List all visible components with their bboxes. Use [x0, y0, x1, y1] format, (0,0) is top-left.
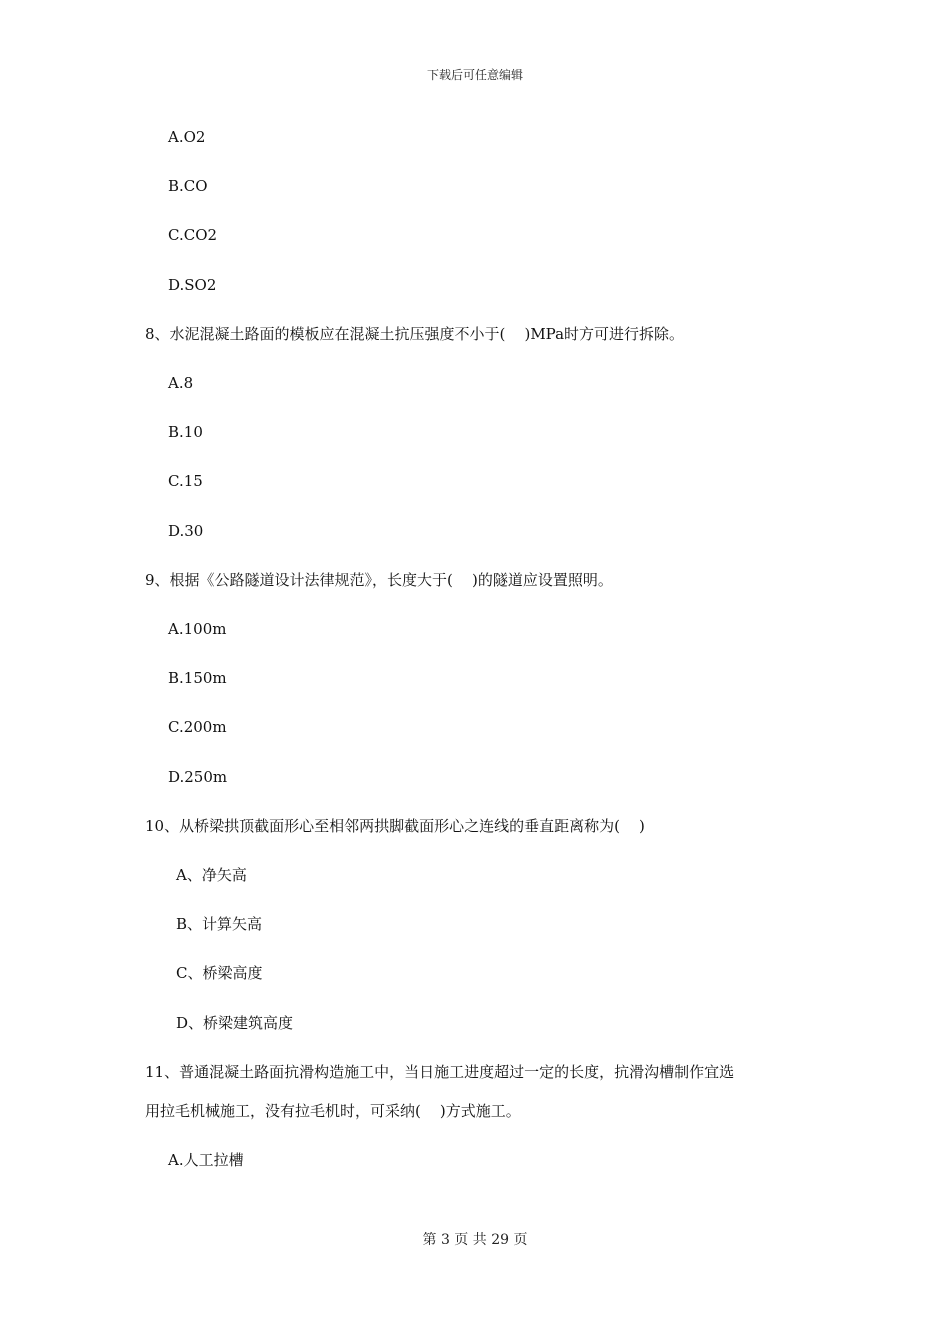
option-line: C.15	[168, 472, 203, 490]
option-line: D.SO2	[168, 276, 217, 294]
option-line: A.O2	[168, 128, 206, 146]
option-line: D.250m	[168, 768, 228, 786]
question-10: 10、从桥梁拱顶截面形心至相邻两拱脚截面形心之连线的垂直距离称为( )	[145, 817, 645, 835]
option-line: A.8	[168, 374, 194, 392]
question-11: 11、普通混凝土路面抗滑构造施工中，当日施工进度超过一定的长度，抗滑沟槽制作宜选	[145, 1063, 735, 1081]
page-footer: 第 3 页 共 29 页	[422, 1232, 528, 1248]
question-9: 9、根据《公路隧道设计法律规范》，长度大于( )的隧道应设置照明。	[145, 571, 613, 589]
option-line: B.CO	[168, 177, 208, 195]
option-line: A.100m	[168, 620, 227, 638]
question-11-continued: 用拉毛机械施工，没有拉毛机时，可采纳( )方式施工。	[145, 1102, 521, 1120]
option-line: A、净矢高	[176, 866, 247, 884]
question-8: 8、水泥混凝土路面的模板应在混凝土抗压强度不小于( )MPa时方可进行拆除。	[145, 325, 685, 343]
option-line: D.30	[168, 522, 204, 540]
page-header: 下载后可任意编辑	[426, 68, 523, 82]
option-line: B、计算矢高	[176, 915, 263, 933]
option-line: B.150m	[168, 669, 227, 687]
option-line: C、桥梁高度	[176, 964, 263, 982]
option-line: A.人工拉槽	[168, 1151, 244, 1169]
option-line: B.10	[168, 423, 203, 441]
option-line: D、桥梁建筑高度	[176, 1014, 294, 1032]
option-line: C.CO2	[168, 226, 218, 244]
option-line: C.200m	[168, 718, 227, 736]
